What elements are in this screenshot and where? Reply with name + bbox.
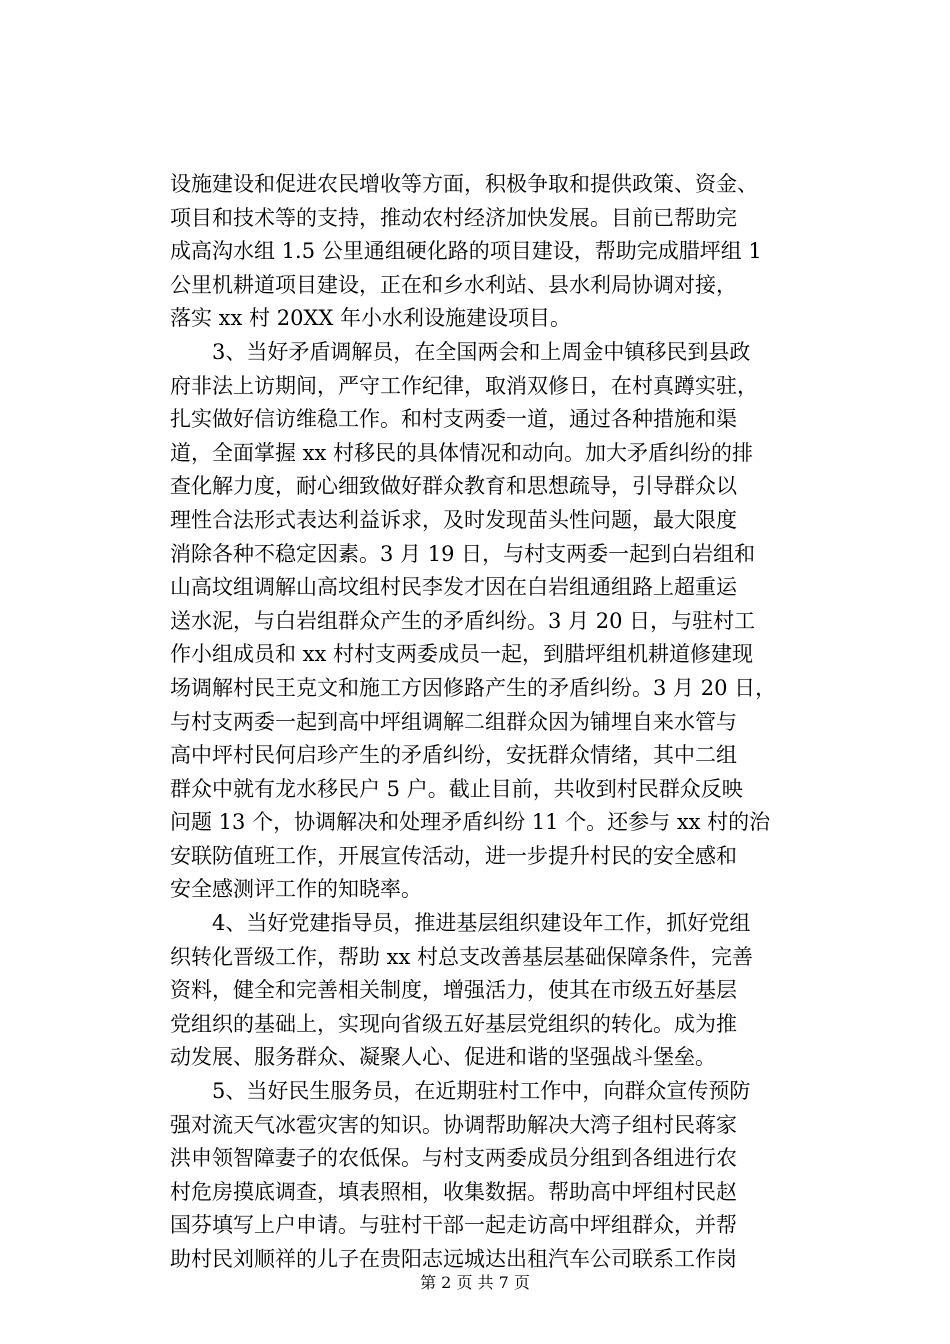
text-line: 洪申领智障妻子的农低保。与村支两委成员分组到各组进行农 xyxy=(170,1146,737,1171)
text-line: 扎实做好信访维稳工作。和村支两委一道，通过各种措施和渠 xyxy=(170,407,737,432)
text-line: 强对流天气冰雹灾害的知识。协调帮助解决大湾子组村民蒋家 xyxy=(170,1112,737,1137)
text-line: 安全感测评工作的知晓率。 xyxy=(170,877,422,902)
text-line: 成高沟水组 1.5 公里通组硬化路的项目建设，帮助完成腊坪组 1 xyxy=(170,239,762,264)
text-line: 消除各种不稳定因素。3 月 19 日，与村支两委一起到白岩组和 xyxy=(170,541,756,566)
text-line: 安联防值班工作，开展宣传活动，进一步提升村民的安全感和 xyxy=(170,843,737,868)
text-line: 送水泥，与白岩组群众产生的矛盾纠纷。3 月 20 日，与驻村工 xyxy=(170,608,756,633)
text-line: 党组织的基础上，实现向省级五好基层党组织的转化。成为推 xyxy=(170,1011,737,1036)
text-line: 问题 13 个，协调解决和处理矛盾纠纷 11 个。还参与 xx 村的治 xyxy=(170,810,771,835)
text-line: 助村民刘顺祥的儿子在贵阳志远城达出租汽车公司联系工作岗 xyxy=(170,1247,737,1271)
text-line: 场调解村民王克文和施工方因修路产生的矛盾纠纷。3 月 20 日， xyxy=(170,675,777,700)
paragraph-4-start: 4、当好党建指导员，推进基层组织建设年工作，抓好党组 xyxy=(212,911,751,936)
text-line: 查化解力度，耐心细致做好群众教育和思想疏导，引导群众以 xyxy=(170,474,737,499)
paragraph-5-start: 5、当好民生服务员，在近期驻村工作中，向群众宣传预防 xyxy=(212,1079,751,1104)
text-line: 与村支两委一起到高中坪组调解二组群众因为铺埋自来水管与 xyxy=(170,709,737,734)
text-line: 落实 xx 村 20XX 年小水利设施建设项目。 xyxy=(170,306,572,331)
text-line: 资料，健全和完善相关制度，增强活力，使其在市级五好基层 xyxy=(170,978,737,1003)
text-line: 理性合法形式表达利益诉求，及时发现苗头性问题，最大限度 xyxy=(170,507,737,532)
paragraph-3-start: 3、当好矛盾调解员，在全国两会和上周金中镇移民到县政 xyxy=(212,339,751,364)
text-line: 高中坪村民何启珍产生的矛盾纠纷，安抚群众情绪，其中二组 xyxy=(170,743,737,768)
text-line: 项目和技术等的支持，推动农村经济加快发展。目前已帮助完 xyxy=(170,205,737,230)
text-line: 府非法上访期间，严守工作纪律，取消双修日，在村真蹲实驻， xyxy=(170,373,758,398)
text-line: 道，全面掌握 xx 村移民的具体情况和动向。加大矛盾纠纷的排 xyxy=(170,440,754,465)
page-number-footer: 第 2 页 共 7 页 xyxy=(420,1273,530,1292)
text-line: 公里机耕道项目建设，正在和乡水利站、县水利局协调对接， xyxy=(170,272,737,297)
text-line: 国芬填写上户申请。与驻村干部一起走访高中坪组群众，并帮 xyxy=(170,1213,737,1238)
text-line: 设施建设和促进农民增收等方面，积极争取和提供政策、资金、 xyxy=(170,172,758,196)
text-line: 作小组成员和 xx 村村支两委成员一起，到腊坪组机耕道修建现 xyxy=(170,642,754,667)
document-body xyxy=(170,168,830,1277)
text-line: 山高坟组调解山高坟组村民李发才因在白岩组通组路上超重运 xyxy=(170,575,737,600)
text-line: 村危房摸底调查，填表照相，收集数据。帮助高中坪组村民赵 xyxy=(170,1179,737,1204)
text-line: 群众中就有龙水移民户 5 户。截止目前，共收到村民群众反映 xyxy=(170,776,743,801)
text-line: 动发展、服务群众、凝聚人心、促进和谐的坚强战斗堡垒。 xyxy=(170,1045,716,1070)
text-line: 织转化晋级工作，帮助 xx 村总支改善基层基础保障条件，完善 xyxy=(170,944,754,969)
